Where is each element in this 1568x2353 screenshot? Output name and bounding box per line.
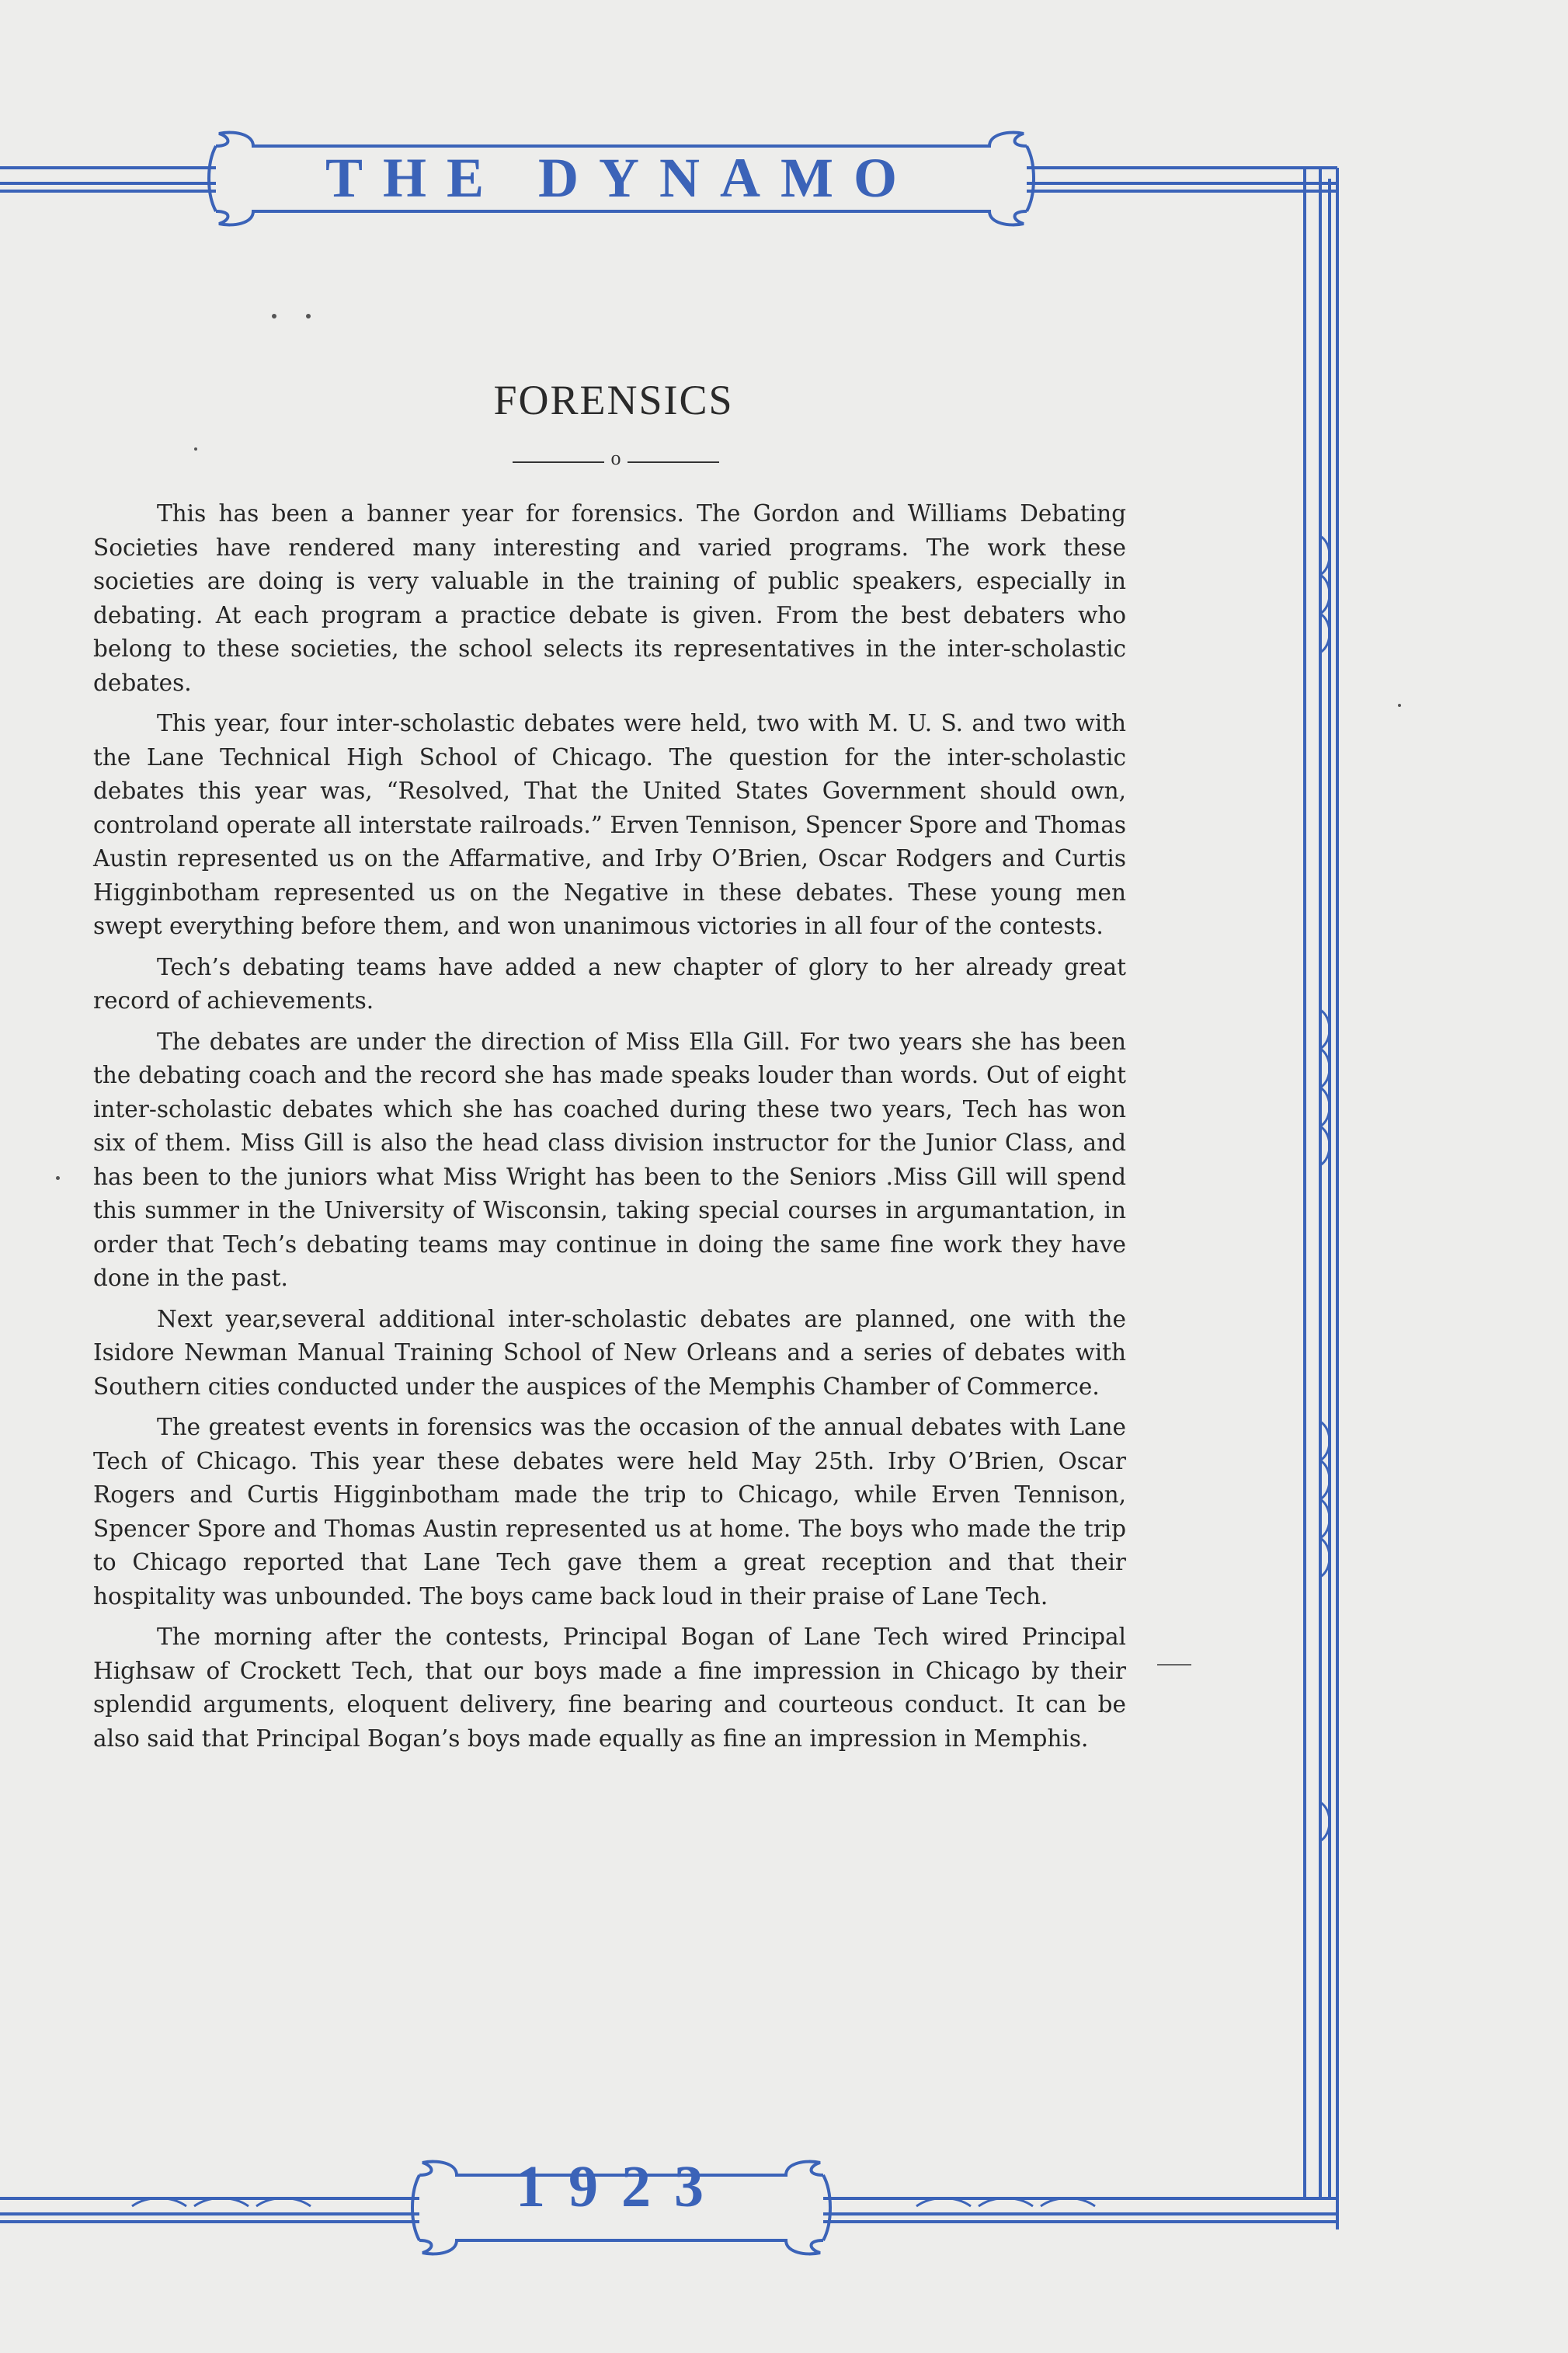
paper-speck [272, 314, 276, 318]
heading-ornament-rule: o [513, 447, 719, 478]
paper-speck [56, 1176, 60, 1180]
article-paragraph: The debates are under the direction of Miss Ella Gill. For two years she has been the debating coach and the record she has made speaks louder than words. Out of eight inter-scholastic debates which she has coached during these two years, Tech has won six of them. Miss Gill is also the head class division instructor for the Junior Class, and has been to the juniors what Miss Wright has been to the Seniors .Miss Gill will spend this summer in the University of Wisconsin, taking special courses in argumantation, in order that Tech’s debating teams may continue in doing the same fine work they have done in the past. [93, 1028, 1126, 1291]
article-paragraph: Tech’s debating teams have added a new chapter of glory to her already great record of achievements. [93, 953, 1126, 1014]
footer-year: 1923 [516, 2154, 727, 2219]
article-paragraph: This has been a banner year for forensics. The Gordon and Williams Debating Societies have rendered many interesting and varied programs. The work these societies are doing is very valuable in the training of public speakers, especially in debating. At each program a practice debate is given. From the best debaters who belong to these societies, the school selects its representatives in the inter-scholastic debates. [93, 500, 1126, 696]
paper-speck [306, 314, 311, 318]
article-paragraph: The morning after the contests, Principal Bogan of Lane Tech wired Principal Highsaw of Crockett Tech, that our boys made a fine impression in Chicago by their splendid arguments, eloquent delivery, fine bearing and courteous conduct. It can be also said that Principal Bogan’s boys made equally as fine an impression in Memphis. [93, 1624, 1126, 1752]
article-paragraph: This year, four inter-scholastic debates were held, two with M. U. S. and two with the Lane Technical High School of Chicago. The question for the inter-scholastic debates this year was, “Resolved, That the United States Government should own, controland operate all interstate railroads.” Erven Tennison, Spencer Spore and Thomas Austin represented us on the Affarmative, and Irby O’Brien, Oscar Rodgers and Curtis Higginbotham represented us on the Negative in these debates. These young men swept everything before them, and won unanimous victories in all four of the contests. [93, 710, 1126, 939]
article-paragraph: The greatest events in forensics was the occasion of the annual debates with Lane Tech of Chicago. This year these debates were held May 25th. Irby O’Brien, Oscar Rogers and Curtis Higginbotham made the trip to Chicago, while Erven Tennison, Spencer Spore and Thomas Austin represented us at home. The boys who made the trip to Chicago reported that Lane Tech gave them a great reception and that their hospitality was unbounded. The boys came back loud in their praise of Lane Tech. [93, 1414, 1126, 1610]
paper-speck [194, 447, 197, 451]
paper-speck [1398, 704, 1401, 707]
running-header-title: THE DYNAMO [325, 147, 917, 209]
article-heading: FORENSICS [493, 377, 734, 423]
article-body [93, 497, 1126, 1763]
article-paragraph: Next year,several additional inter-scholastic debates are planned, one with the Isidore Newman Manual Training School of New Orleans and a series of debates with Southern cities conducted under the auspices of the Memphis Chamber of Commerce. [93, 1305, 1126, 1400]
paper-speck [1157, 1664, 1191, 1666]
